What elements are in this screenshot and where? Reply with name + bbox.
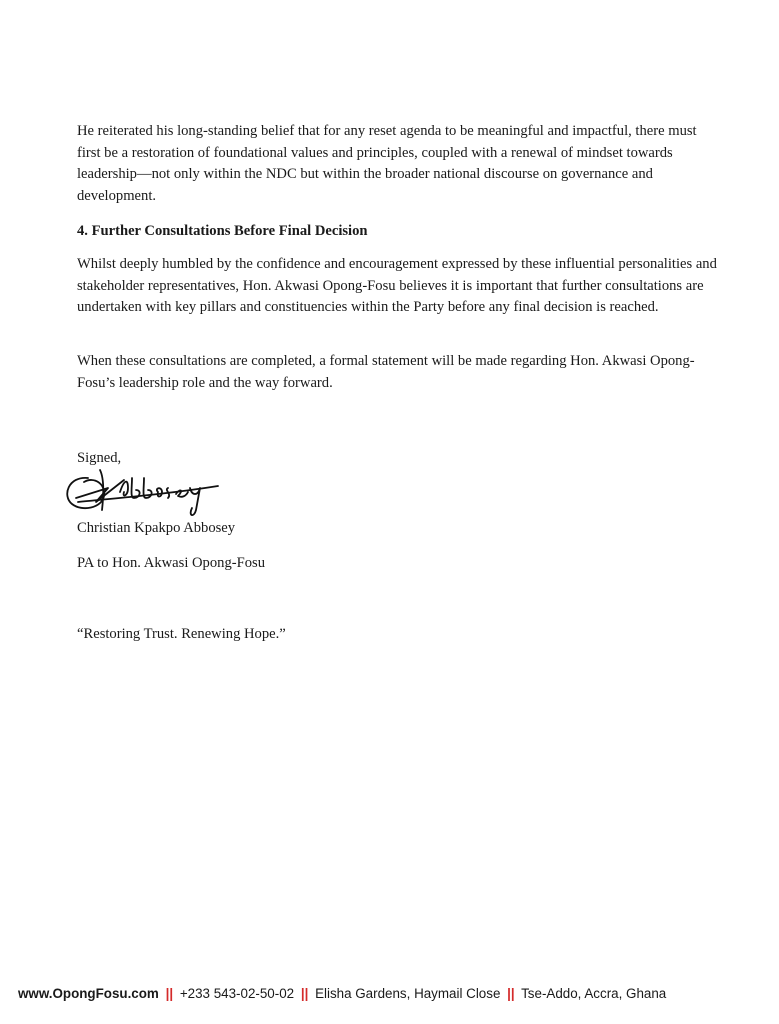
paragraph-reset-agenda: He reiterated his long-standing belief that for any reset agenda to be meaningful and impactful, there must first be a restoration of foundational values and principles, coupled with a renewal of mindset towards leadership—not only within the NDC but within the broader national discourse on governance and development. <box>77 123 697 204</box>
section-heading-further-consultations: 4. Further Consultations Before Final Decision <box>77 223 368 239</box>
paragraph-consultations: Whilst deeply humbled by the confidence and encouragement expressed by these influential personalities and stakeholder representatives, Hon. Akwasi Opong-Fosu believes it is important that further consultations are undertaken with key pillars and constituencies within the Party before any final decision is reached. <box>77 256 717 315</box>
footer-phone: +233 543-02-50-02 <box>179 986 295 1001</box>
signer-role: PA to Hon. Akwasi Opong-Fosu <box>77 555 265 571</box>
paragraph-formal-statement: When these consultations are completed, a formal statement will be made regarding Hon. Akwasi Opong-Fosu’s leadership role and the way forward. <box>77 353 695 391</box>
footer-address-city: Tse-Addo, Accra, Ghana <box>521 986 667 1001</box>
letterhead-footer <box>18 986 768 1001</box>
footer-address-street: Elisha Gardens, Haymail Close <box>315 986 501 1001</box>
signer-name: Christian Kpakpo Abbosey <box>77 520 236 536</box>
footer-separator: || <box>300 986 309 1001</box>
footer-separator: || <box>165 986 174 1001</box>
signed-label: Signed, <box>77 450 122 466</box>
footer-separator: || <box>507 986 515 1001</box>
footer-website-link[interactable]: www.OpongFosu.com <box>18 986 159 1001</box>
campaign-slogan: “Restoring Trust. Renewing Hope.” <box>77 626 286 642</box>
